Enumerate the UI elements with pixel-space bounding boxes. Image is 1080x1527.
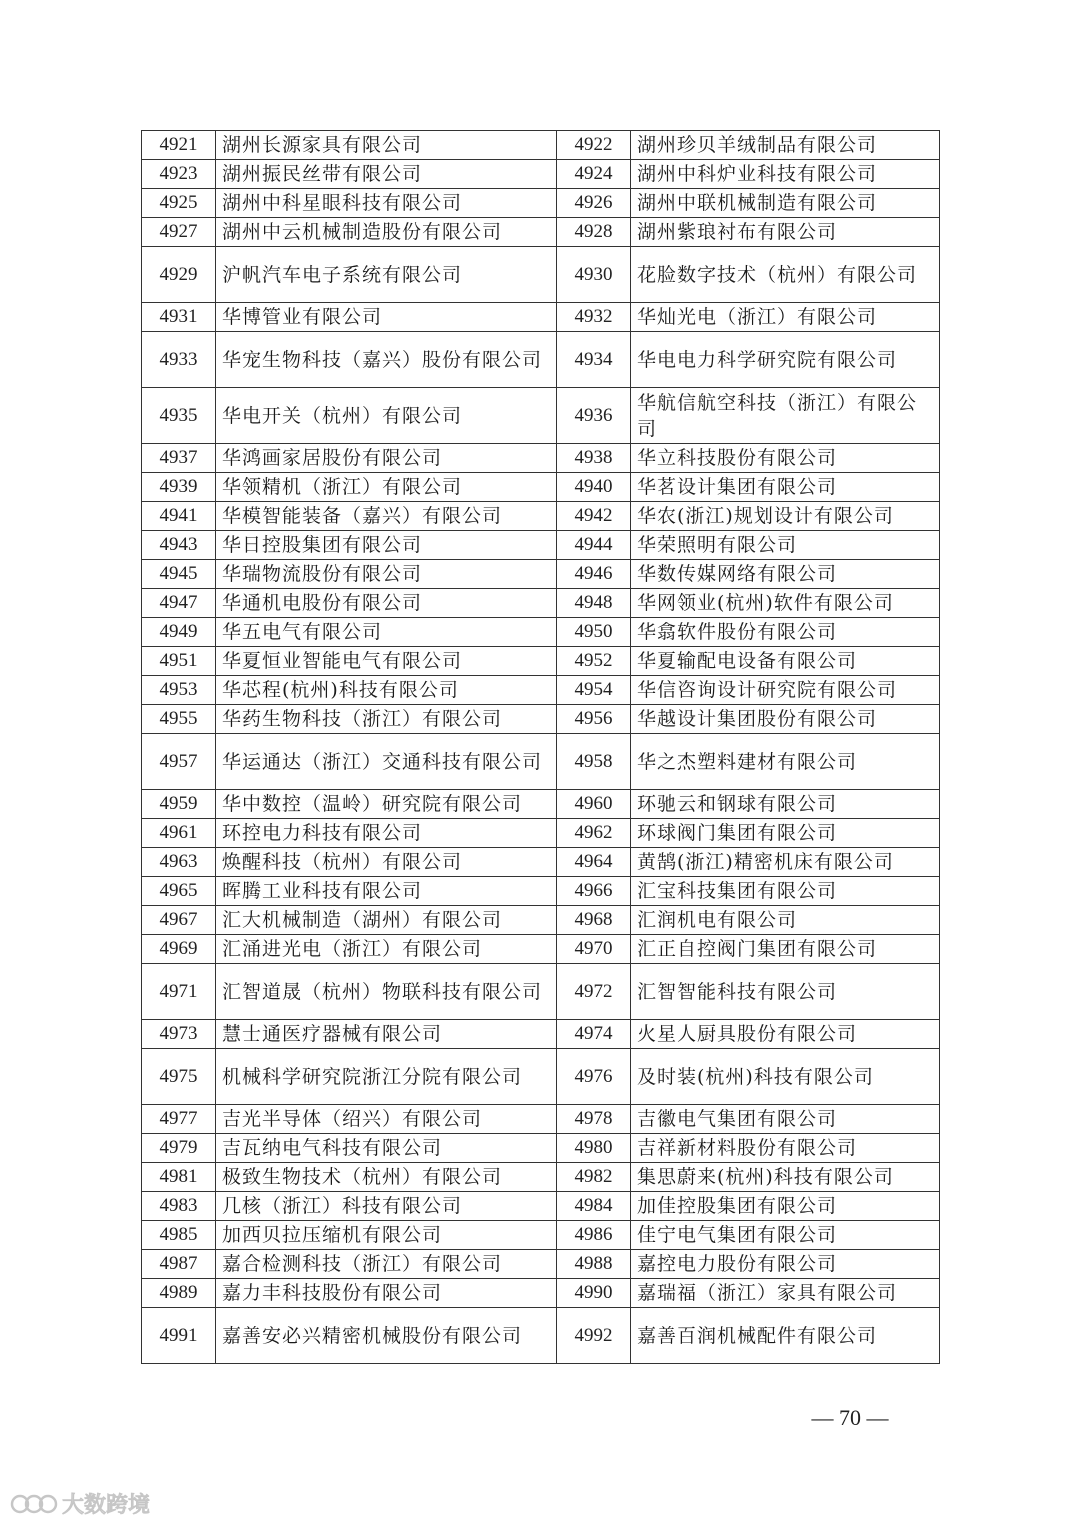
row-number-right: 4980 [557, 1134, 631, 1163]
row-number-left: 4985 [142, 1221, 216, 1250]
company-name-right: 吉徽电气集团有限公司 [631, 1105, 940, 1134]
row-number-right: 4946 [557, 560, 631, 589]
row-number-left: 4943 [142, 531, 216, 560]
company-name-left: 吉光半导体（绍兴）有限公司 [216, 1105, 557, 1134]
table-row [142, 964, 940, 1020]
table-row [142, 189, 940, 218]
company-list-table [141, 130, 940, 1364]
table-row [142, 1308, 940, 1364]
row-number-left: 4955 [142, 705, 216, 734]
table-row [142, 473, 940, 502]
row-number-left: 4957 [142, 734, 216, 790]
company-name-right: 汇润机电有限公司 [631, 906, 940, 935]
table-row [142, 247, 940, 303]
row-number-left: 4967 [142, 906, 216, 935]
company-name-right: 湖州珍贝羊绒制品有限公司 [631, 131, 940, 160]
row-number-left: 4931 [142, 303, 216, 332]
table-row [142, 303, 940, 332]
company-name-right: 环球阀门集团有限公司 [631, 819, 940, 848]
company-name-left: 华中数控（温岭）研究院有限公司 [216, 790, 557, 819]
row-number-right: 4992 [557, 1308, 631, 1364]
row-number-left: 4941 [142, 502, 216, 531]
table-row [142, 131, 940, 160]
company-name-right: 华信咨询设计研究院有限公司 [631, 676, 940, 705]
company-name-right: 环驰云和钢球有限公司 [631, 790, 940, 819]
table-row [142, 848, 940, 877]
row-number-right: 4990 [557, 1279, 631, 1308]
row-number-left: 4925 [142, 189, 216, 218]
company-name-right: 集思蔚来(杭州)科技有限公司 [631, 1163, 940, 1192]
table-row [142, 935, 940, 964]
row-number-right: 4954 [557, 676, 631, 705]
row-number-left: 4921 [142, 131, 216, 160]
row-number-right: 4978 [557, 1105, 631, 1134]
company-name-right: 华航信航空科技（浙江）有限公司 [631, 388, 940, 444]
row-number-right: 4940 [557, 473, 631, 502]
row-number-right: 4944 [557, 531, 631, 560]
row-number-left: 4989 [142, 1279, 216, 1308]
company-name-left: 华电开关（杭州）有限公司 [216, 388, 557, 444]
company-name-left: 汇智道晟（杭州）物联科技有限公司 [216, 964, 557, 1020]
company-name-left: 嘉合检测科技（浙江）有限公司 [216, 1250, 557, 1279]
company-name-left: 华通机电股份有限公司 [216, 589, 557, 618]
company-name-left: 华夏恒业智能电气有限公司 [216, 647, 557, 676]
row-number-right: 4952 [557, 647, 631, 676]
company-name-left: 湖州振民丝带有限公司 [216, 160, 557, 189]
table-row [142, 1134, 940, 1163]
company-name-left: 嘉力丰科技股份有限公司 [216, 1279, 557, 1308]
company-name-right: 佳宁电气集团有限公司 [631, 1221, 940, 1250]
table-row [142, 1250, 940, 1279]
table-row [142, 388, 940, 444]
table-row [142, 531, 940, 560]
company-name-left: 华五电气有限公司 [216, 618, 557, 647]
row-number-left: 4977 [142, 1105, 216, 1134]
row-number-right: 4976 [557, 1049, 631, 1105]
row-number-left: 4971 [142, 964, 216, 1020]
company-name-left: 湖州中云机械制造股份有限公司 [216, 218, 557, 247]
company-name-left: 华瑞物流股份有限公司 [216, 560, 557, 589]
row-number-left: 4933 [142, 332, 216, 388]
table-row [142, 819, 940, 848]
brand-logo-icon [10, 1490, 58, 1518]
row-number-left: 4927 [142, 218, 216, 247]
company-name-left: 嘉善安必兴精密机械股份有限公司 [216, 1308, 557, 1364]
company-name-right: 黄鹄(浙江)精密机床有限公司 [631, 848, 940, 877]
row-number-right: 4984 [557, 1192, 631, 1221]
row-number-left: 4973 [142, 1020, 216, 1049]
row-number-right: 4922 [557, 131, 631, 160]
company-name-left: 湖州中科星眼科技有限公司 [216, 189, 557, 218]
table-row [142, 560, 940, 589]
table-row [142, 444, 940, 473]
company-name-left: 环控电力科技有限公司 [216, 819, 557, 848]
row-number-right: 4930 [557, 247, 631, 303]
row-number-right: 4934 [557, 332, 631, 388]
row-number-right: 4958 [557, 734, 631, 790]
row-number-left: 4929 [142, 247, 216, 303]
row-number-left: 4963 [142, 848, 216, 877]
company-name-left: 加西贝拉压缩机有限公司 [216, 1221, 557, 1250]
company-name-right: 华电电力科学研究院有限公司 [631, 332, 940, 388]
row-number-left: 4981 [142, 1163, 216, 1192]
company-name-left: 吉瓦纳电气科技有限公司 [216, 1134, 557, 1163]
row-number-right: 4966 [557, 877, 631, 906]
company-name-right: 华灿光电（浙江）有限公司 [631, 303, 940, 332]
row-number-right: 4982 [557, 1163, 631, 1192]
company-name-right: 华茗设计集团有限公司 [631, 473, 940, 502]
table-row [142, 1020, 940, 1049]
company-name-right: 及时装(杭州)科技有限公司 [631, 1049, 940, 1105]
watermark-text: 大数跨境 [62, 1493, 151, 1518]
table-row [142, 1192, 940, 1221]
table-row [142, 1279, 940, 1308]
company-name-left: 华领精机（浙江）有限公司 [216, 473, 557, 502]
row-number-right: 4970 [557, 935, 631, 964]
page-number: — 70 — [811, 1405, 889, 1430]
company-name-left: 华宠生物科技（嘉兴）股份有限公司 [216, 332, 557, 388]
table-row [142, 332, 940, 388]
row-number-left: 4965 [142, 877, 216, 906]
company-name-right: 华农(浙江)规划设计有限公司 [631, 502, 940, 531]
table-row [142, 676, 940, 705]
watermark [10, 1488, 150, 1519]
company-name-right: 华立科技股份有限公司 [631, 444, 940, 473]
company-name-left: 几核（浙江）科技有限公司 [216, 1192, 557, 1221]
row-number-left: 4979 [142, 1134, 216, 1163]
row-number-right: 4972 [557, 964, 631, 1020]
row-number-right: 4968 [557, 906, 631, 935]
company-name-right: 嘉瑞福（浙江）家具有限公司 [631, 1279, 940, 1308]
company-name-left: 华日控股集团有限公司 [216, 531, 557, 560]
company-name-left: 华药生物科技（浙江）有限公司 [216, 705, 557, 734]
row-number-right: 4974 [557, 1020, 631, 1049]
company-name-right: 华越设计集团股份有限公司 [631, 705, 940, 734]
row-number-right: 4986 [557, 1221, 631, 1250]
company-name-right: 汇宝科技集团有限公司 [631, 877, 940, 906]
company-name-left: 湖州长源家具有限公司 [216, 131, 557, 160]
company-name-right: 嘉善百润机械配件有限公司 [631, 1308, 940, 1364]
row-number-right: 4956 [557, 705, 631, 734]
row-number-left: 4951 [142, 647, 216, 676]
row-number-right: 4950 [557, 618, 631, 647]
row-number-right: 4962 [557, 819, 631, 848]
company-name-left: 慧士通医疗器械有限公司 [216, 1020, 557, 1049]
row-number-left: 4961 [142, 819, 216, 848]
row-number-left: 4923 [142, 160, 216, 189]
company-name-left: 汇大机械制造（湖州）有限公司 [216, 906, 557, 935]
table-row [142, 877, 940, 906]
row-number-right: 4942 [557, 502, 631, 531]
company-name-left: 沪帆汽车电子系统有限公司 [216, 247, 557, 303]
row-number-left: 4935 [142, 388, 216, 444]
table-row [142, 618, 940, 647]
company-name-left: 极致生物技术（杭州）有限公司 [216, 1163, 557, 1192]
company-name-right: 华翕软件股份有限公司 [631, 618, 940, 647]
company-name-left: 华博管业有限公司 [216, 303, 557, 332]
row-number-left: 4987 [142, 1250, 216, 1279]
table-row [142, 734, 940, 790]
company-name-left: 晖腾工业科技有限公司 [216, 877, 557, 906]
row-number-right: 4926 [557, 189, 631, 218]
row-number-right: 4948 [557, 589, 631, 618]
company-name-left: 华运通达（浙江）交通科技有限公司 [216, 734, 557, 790]
row-number-left: 4991 [142, 1308, 216, 1364]
company-name-right: 华之杰塑料建材有限公司 [631, 734, 940, 790]
table-row [142, 647, 940, 676]
row-number-left: 4959 [142, 790, 216, 819]
company-name-left: 华鸿画家居股份有限公司 [216, 444, 557, 473]
row-number-left: 4937 [142, 444, 216, 473]
company-list-body [142, 131, 940, 1364]
row-number-left: 4939 [142, 473, 216, 502]
table-row [142, 589, 940, 618]
row-number-right: 4924 [557, 160, 631, 189]
row-number-left: 4983 [142, 1192, 216, 1221]
row-number-right: 4938 [557, 444, 631, 473]
table-row [142, 160, 940, 189]
company-name-left: 机械科学研究院浙江分院有限公司 [216, 1049, 557, 1105]
table-row [142, 1163, 940, 1192]
company-name-left: 华模智能装备（嘉兴）有限公司 [216, 502, 557, 531]
company-name-right: 湖州中联机械制造有限公司 [631, 189, 940, 218]
row-number-right: 4936 [557, 388, 631, 444]
row-number-right: 4960 [557, 790, 631, 819]
company-name-right: 火星人厨具股份有限公司 [631, 1020, 940, 1049]
row-number-right: 4928 [557, 218, 631, 247]
row-number-left: 4949 [142, 618, 216, 647]
row-number-left: 4945 [142, 560, 216, 589]
company-name-right: 吉祥新材料股份有限公司 [631, 1134, 940, 1163]
row-number-right: 4988 [557, 1250, 631, 1279]
table-row [142, 790, 940, 819]
company-name-right: 汇正自控阀门集团有限公司 [631, 935, 940, 964]
row-number-left: 4975 [142, 1049, 216, 1105]
table-row [142, 1221, 940, 1250]
row-number-right: 4932 [557, 303, 631, 332]
company-name-right: 汇智智能科技有限公司 [631, 964, 940, 1020]
company-name-left: 汇涌进光电（浙江）有限公司 [216, 935, 557, 964]
company-name-right: 加佳控股集团有限公司 [631, 1192, 940, 1221]
company-name-right: 湖州中科炉业科技有限公司 [631, 160, 940, 189]
company-name-left: 焕醒科技（杭州）有限公司 [216, 848, 557, 877]
company-name-right: 华网领业(杭州)软件有限公司 [631, 589, 940, 618]
company-name-right: 湖州紫琅衬布有限公司 [631, 218, 940, 247]
company-name-right: 花脸数字技术（杭州）有限公司 [631, 247, 940, 303]
company-name-right: 嘉控电力股份有限公司 [631, 1250, 940, 1279]
row-number-right: 4964 [557, 848, 631, 877]
table-row [142, 1105, 940, 1134]
table-row [142, 218, 940, 247]
table-row [142, 705, 940, 734]
row-number-left: 4947 [142, 589, 216, 618]
company-name-right: 华数传媒网络有限公司 [631, 560, 940, 589]
table-row [142, 906, 940, 935]
table-row [142, 1049, 940, 1105]
company-name-right: 华夏输配电设备有限公司 [631, 647, 940, 676]
company-name-left: 华芯程(杭州)科技有限公司 [216, 676, 557, 705]
company-name-right: 华荣照明有限公司 [631, 531, 940, 560]
table-row [142, 502, 940, 531]
row-number-left: 4953 [142, 676, 216, 705]
row-number-left: 4969 [142, 935, 216, 964]
